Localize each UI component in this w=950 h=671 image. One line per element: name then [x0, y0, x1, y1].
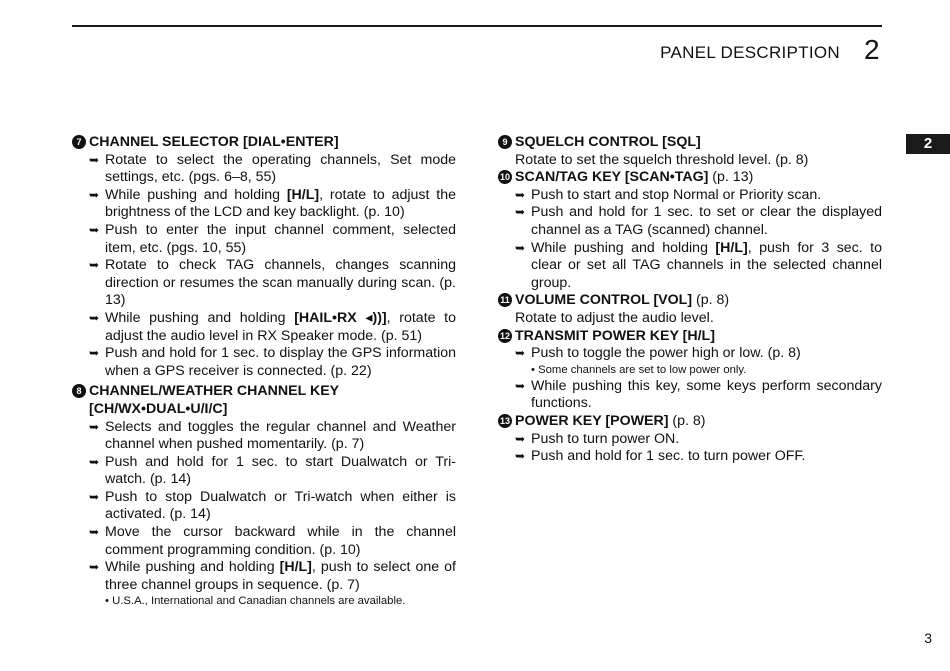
item-text: [531, 240, 882, 293]
section-heading: [498, 292, 882, 310]
section-title: SQUELCH CONTROL [SQL]: [515, 134, 701, 150]
header-rule: [72, 25, 882, 27]
section-squelch-control: [498, 134, 882, 169]
arrow-bullet-icon: ➥: [515, 346, 526, 361]
section-scan-tag-key: [498, 169, 882, 292]
list-item: [72, 559, 456, 594]
section-transmit-power-key: [498, 328, 882, 413]
arrow-bullet-icon: ➥: [89, 346, 100, 361]
item-text-part: , rotate to adjust the audio level in RX Speaker mode. (p. 51): [105, 309, 457, 344]
key-label: [H/L]: [279, 559, 312, 576]
circled-number-icon: 9: [498, 135, 512, 149]
item-text: [105, 559, 456, 594]
item-text: Push to enter the input channel comment, selected item, etc. (pgs. 10, 55): [105, 221, 456, 256]
circled-number-icon: 13: [499, 415, 510, 426]
arrow-bullet-icon: ➥: [89, 454, 100, 469]
section-title: [515, 413, 706, 431]
header-section-number: 2: [864, 34, 880, 65]
section-title-line2: [CH/WX•DUAL•U/I/C]: [89, 400, 228, 417]
arrow-bullet-icon: ➥: [89, 222, 100, 237]
section-title: TRANSMIT POWER KEY [H/L]: [515, 327, 715, 344]
section-channel-weather-key: [72, 383, 456, 609]
arrow-bullet-icon: ➥: [89, 152, 100, 167]
item-text: Push to start and stop Normal or Priority scan.: [531, 186, 822, 203]
arrow-bullet-icon: ➥: [89, 187, 100, 202]
section-heading: [72, 383, 456, 401]
circled-number-icon: 11: [498, 293, 512, 307]
note: • Some channels are set to low power only.: [531, 363, 747, 376]
list-item: [72, 187, 456, 222]
section-title: CHANNEL/WEATHER CHANNEL KEY: [89, 383, 340, 400]
list-item: [72, 222, 456, 257]
page-ref: (p. 8): [668, 412, 706, 429]
item-text: Push and hold for 1 sec. to start Dualwatch or Tri-watch. (p. 14): [105, 453, 456, 488]
item-text: Push and hold for 1 sec. to set or clear the displayed channel as a TAG (scanned) channel.: [531, 204, 882, 238]
section-title: [515, 169, 753, 187]
item-text-part: While pushing and holding: [531, 239, 716, 256]
item-text: [105, 310, 456, 345]
item-text-part: , push for 3 sec. to clear or set all TAG channels in the selected channel group.: [531, 239, 883, 291]
arrow-bullet-icon: ➥: [515, 378, 526, 393]
item-text: Push to stop Dualwatch or Tri-watch when either is activated. (p. 14): [105, 488, 456, 523]
item-text-part: While pushing and holding: [105, 186, 287, 203]
section-text: Rotate to adjust the audio level.: [515, 309, 714, 326]
item-text: Selects and toggles the regular channel and Weather channel when pushed momentarily. (p. 7): [105, 418, 456, 453]
list-item: [498, 431, 882, 449]
circled-number-icon: 10: [499, 172, 510, 183]
item-text: Rotate to check TAG channels, changes scanning direction or resumes the scan manually during scan. (p. 13): [105, 257, 456, 309]
note: • U.S.A., International and Canadian channels are available.: [105, 595, 406, 608]
section-heading: [498, 328, 882, 346]
arrow-bullet-icon: ➥: [89, 560, 100, 575]
list-item: [72, 524, 456, 559]
item-text: [105, 187, 456, 222]
list-item: [498, 187, 882, 205]
item-text: Move the cursor backward while in the channel comment programming condition. (p. 10): [105, 524, 456, 558]
arrow-bullet-icon: ➥: [515, 205, 526, 220]
title-text: POWER KEY [POWER]: [515, 412, 669, 429]
circled-number-icon: 8: [72, 384, 86, 398]
key-label: [H/L]: [715, 239, 748, 256]
list-item: [498, 378, 882, 413]
circled-number-icon: 12: [499, 330, 510, 341]
list-item: [72, 257, 456, 310]
item-text: While pushing this key, some keys perform secondary functions.: [531, 377, 882, 412]
section-heading: [498, 134, 882, 152]
key-label: [H/L]: [286, 186, 320, 203]
arrow-bullet-icon: ➥: [89, 489, 100, 504]
list-item: [498, 240, 882, 293]
item-text-part: , rotate to adjust the brightness of the LCD and key backlight. (p. 10): [105, 186, 456, 221]
list-item: [72, 152, 456, 187]
page-number: 3: [924, 630, 932, 646]
left-column: [72, 134, 456, 609]
arrow-bullet-icon: ➥: [89, 525, 100, 540]
item-text-part: , push to select one of three channel groups in sequence. (p. 7): [105, 559, 456, 593]
list-item: [498, 345, 882, 363]
arrow-bullet-icon: ➥: [515, 187, 526, 202]
arrow-bullet-icon: ➥: [515, 449, 526, 464]
title-text: SCAN/TAG KEY [SCAN•TAG]: [515, 169, 709, 186]
item-text: Push to toggle the power high or low. (p. 8): [531, 345, 801, 362]
section-title: CHANNEL SELECTOR [DIAL•ENTER]: [89, 134, 339, 150]
item-text: Push and hold for 1 sec. to turn power OFF.: [531, 448, 806, 465]
list-item: [72, 489, 456, 524]
page-ref: (p. 13): [708, 169, 754, 186]
arrow-bullet-icon: ➥: [89, 310, 100, 325]
section-heading: [72, 134, 456, 152]
right-column: [498, 134, 882, 466]
title-text: VOLUME CONTROL [VOL]: [515, 292, 693, 309]
arrow-bullet-icon: ➥: [89, 258, 100, 273]
section-channel-selector: [72, 134, 456, 380]
arrow-bullet-icon: ➥: [89, 419, 100, 434]
list-item: [498, 204, 882, 239]
arrow-bullet-icon: ➥: [515, 431, 526, 446]
section-heading: [498, 169, 882, 187]
header-title: PANEL DESCRIPTION: [660, 43, 840, 62]
list-item: [72, 419, 456, 454]
section-heading: [498, 413, 882, 431]
item-text: Rotate to select the operating channels, Set mode settings, etc. (pgs. 6–8, 55): [105, 151, 456, 186]
page-ref: (p. 8): [692, 292, 730, 309]
list-item: [72, 310, 456, 345]
item-text: Push to turn power ON.: [531, 430, 680, 447]
section-title: [515, 292, 729, 310]
section-volume-control: [498, 292, 882, 327]
side-tab[interactable]: 2: [906, 134, 950, 154]
item-text-part: While pushing and holding: [105, 559, 280, 576]
list-item: [498, 448, 882, 466]
list-item: [72, 345, 456, 380]
item-text: Push and hold for 1 sec. to display the GPS information when a GPS receiver is connected. (p. 22): [105, 345, 456, 379]
section-text: Rotate to set the squelch threshold level. (p. 8): [515, 151, 809, 168]
list-item: [72, 454, 456, 489]
item-text-part: While pushing and holding: [105, 309, 295, 326]
circled-number-icon: 7: [72, 135, 86, 149]
arrow-bullet-icon: ➥: [515, 240, 526, 255]
key-label: [HAIL•RX ◂))]: [294, 309, 387, 326]
section-power-key: [498, 413, 882, 466]
